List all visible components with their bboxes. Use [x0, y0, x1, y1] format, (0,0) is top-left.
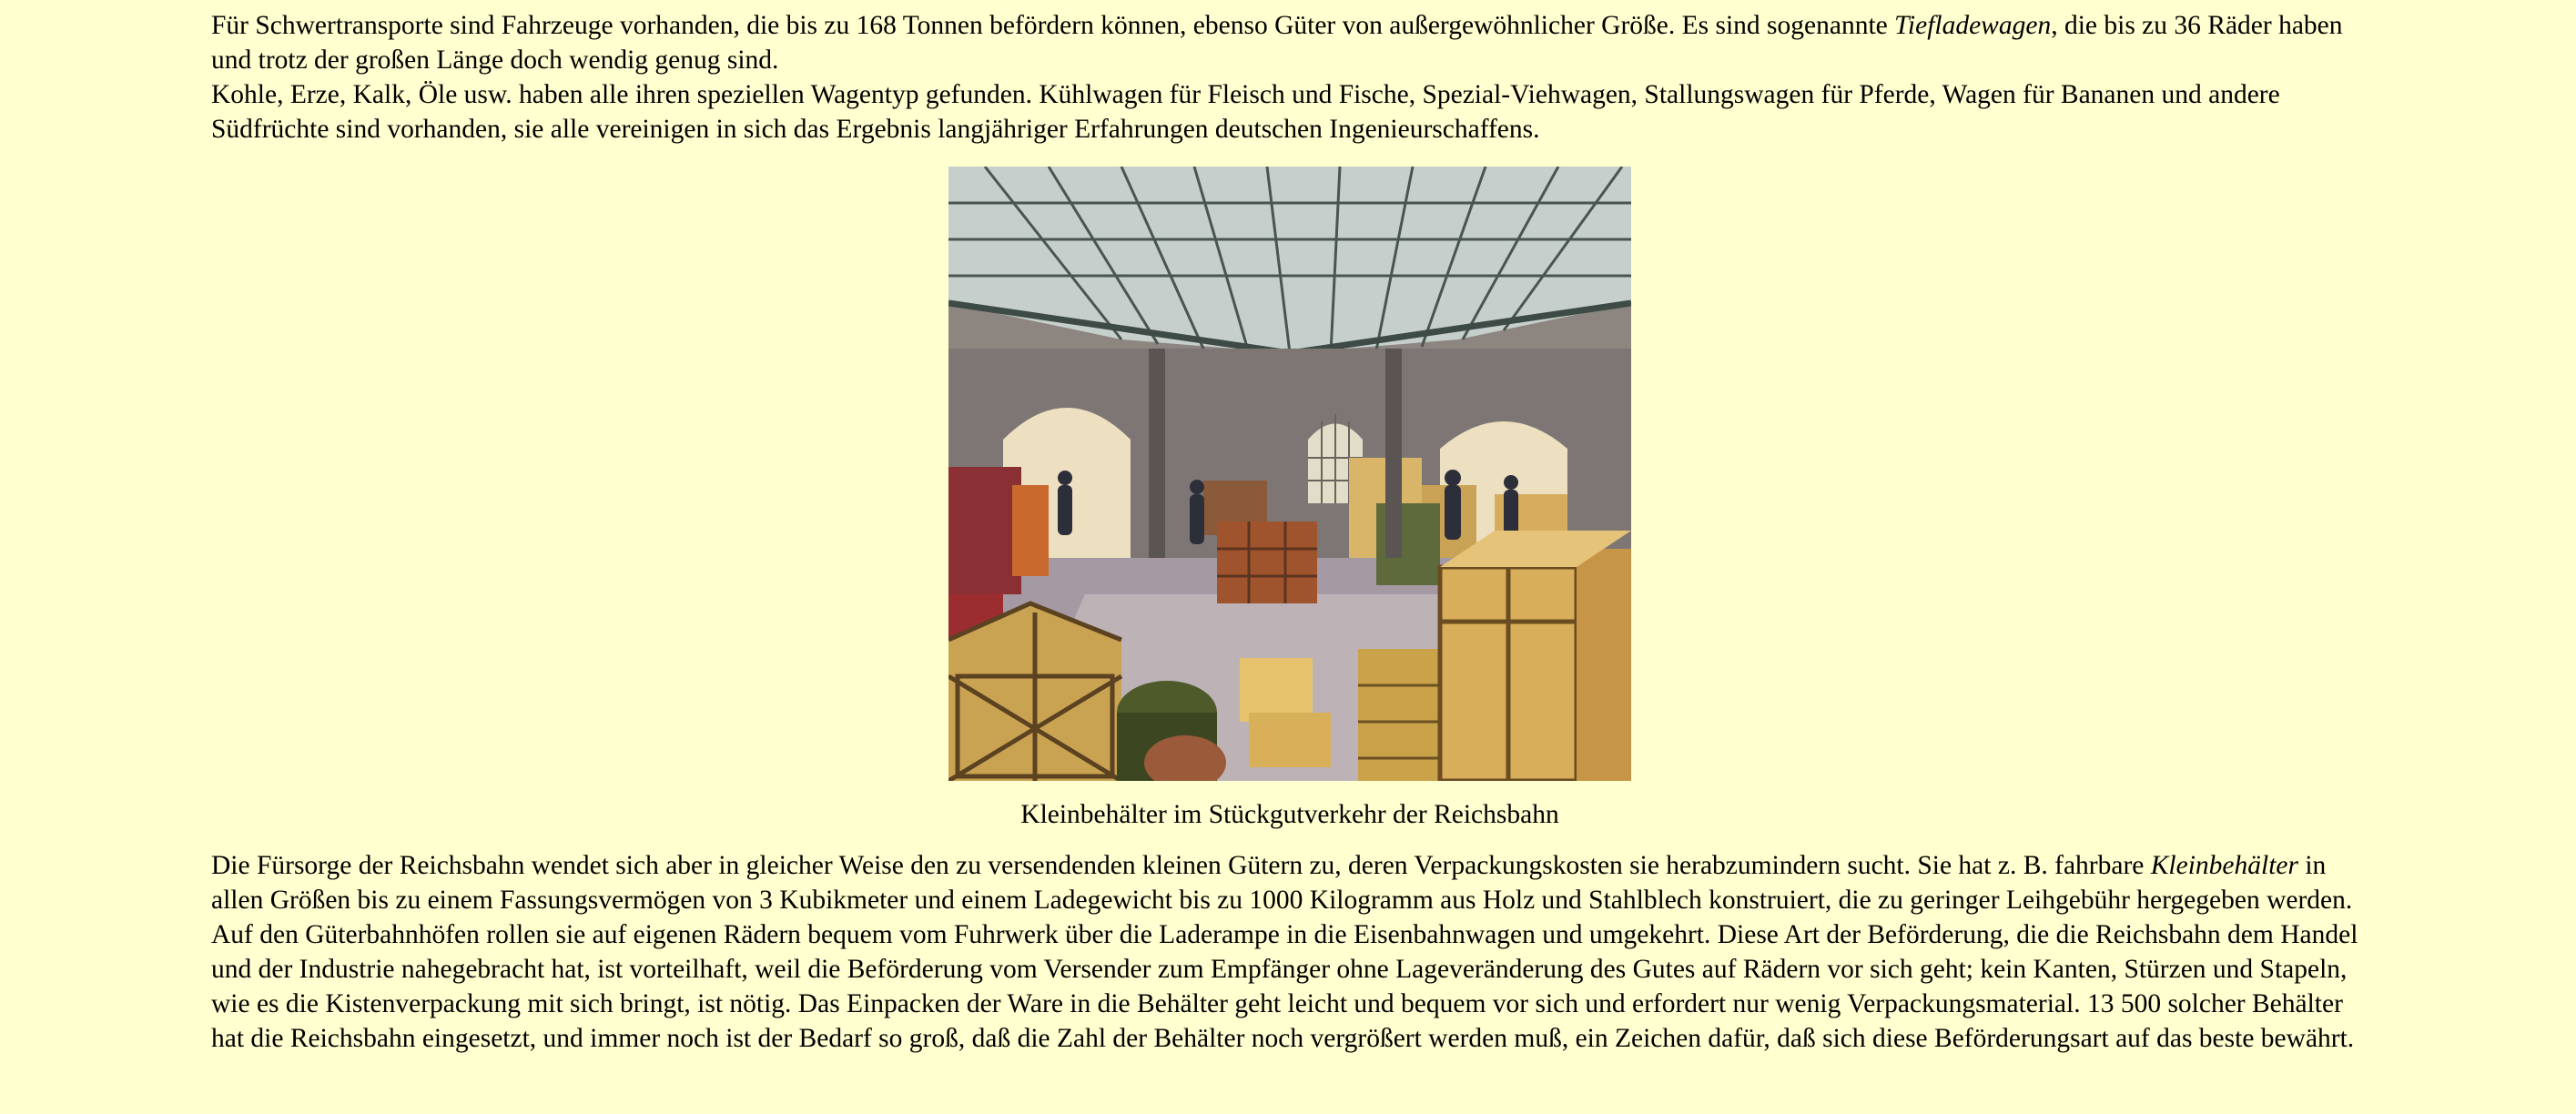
paragraph-text: , die bis zu 36 Räder haben und trotz der großen Länge doch wendig genug sind. — [211, 11, 2343, 75]
article-body — [211, 8, 2368, 1056]
paragraph-heavy-transport — [211, 8, 2368, 77]
figure — [211, 167, 2368, 832]
figure-caption: Kleinbehälter im Stückgutverkehr der Reichsbahn — [1020, 800, 1559, 829]
paragraph-text: Die Fürsorge der Reichsbahn wendet sich aber in gleicher Weise den zu versendenden kleinen Gütern zu, deren Verpackungskosten sie herabzumindern sucht. Sie hat z. B. fahrbare — [211, 851, 2151, 880]
illustration-freight-hall — [948, 167, 1631, 781]
emphasis-kleinbehaelter: Kleinbehälter — [2150, 851, 2298, 880]
paragraph-kleinbehaelter — [211, 848, 2368, 1056]
emphasis-tiefladewagen: Tiefladewagen — [1894, 11, 2052, 40]
paragraph-text: Für Schwertransporte sind Fahrzeuge vorhanden, die bis zu 168 Tonnen befördern können, ebenso Güter von außergewöhnlicher Größe. Es sind sogenannte — [211, 11, 1895, 40]
paragraph-special-wagons: Kohle, Erze, Kalk, Öle usw. haben alle ihren speziellen Wagentyp gefunden. Kühlwagen für Fleisch und Fische, Spezial-Viehwagen, Stallungswagen für Pferde, Wagen für Bananen und andere Südfrüchte sind vorhanden, sie alle vereinigen in sich das Ergebnis langjähriger Erfahrungen deutschen Ingenieurschaffens. — [211, 80, 2280, 144]
paragraph-text: in allen Größen bis zu einem Fassungsvermögen von 3 Kubikmeter und einem Ladegewicht bis zu 1000 Kilogramm aus Holz und Stahlblech konstruiert, die zu geringer Leihgebühr hergegeben werden. Auf den Güterbahnhöfen rollen sie auf eigenen Rädern bequem vom Fuhrwerk über die Laderampe in die Eisenbahnwagen und umgekehrt. Diese Art der Beförderung, die die Reichsbahn dem Handel und der Industrie nahegebracht hat, ist vorteilhaft, weil die Beförderung vom Versender zum Empfänger ohne Lageveränderung des Gutes auf Rädern vor sich geht; kein Kanten, Stürzen und Stapeln, wie es die Kistenverpackung mit sich bringt, ist nötig. Das Einpacken der Ware in die Behälter geht leicht und bequem vor sich und erfordert nur wenig Verpackungsmaterial. 13 500 solcher Behälter hat die Reichsbahn eingesetzt, und immer noch ist der Bedarf so groß, daß die Zahl der Behälter noch vergrößert werden muß, ein Zeichen dafür, daß sich diese Beförderungsart auf das beste bewährt. — [211, 851, 2358, 1053]
